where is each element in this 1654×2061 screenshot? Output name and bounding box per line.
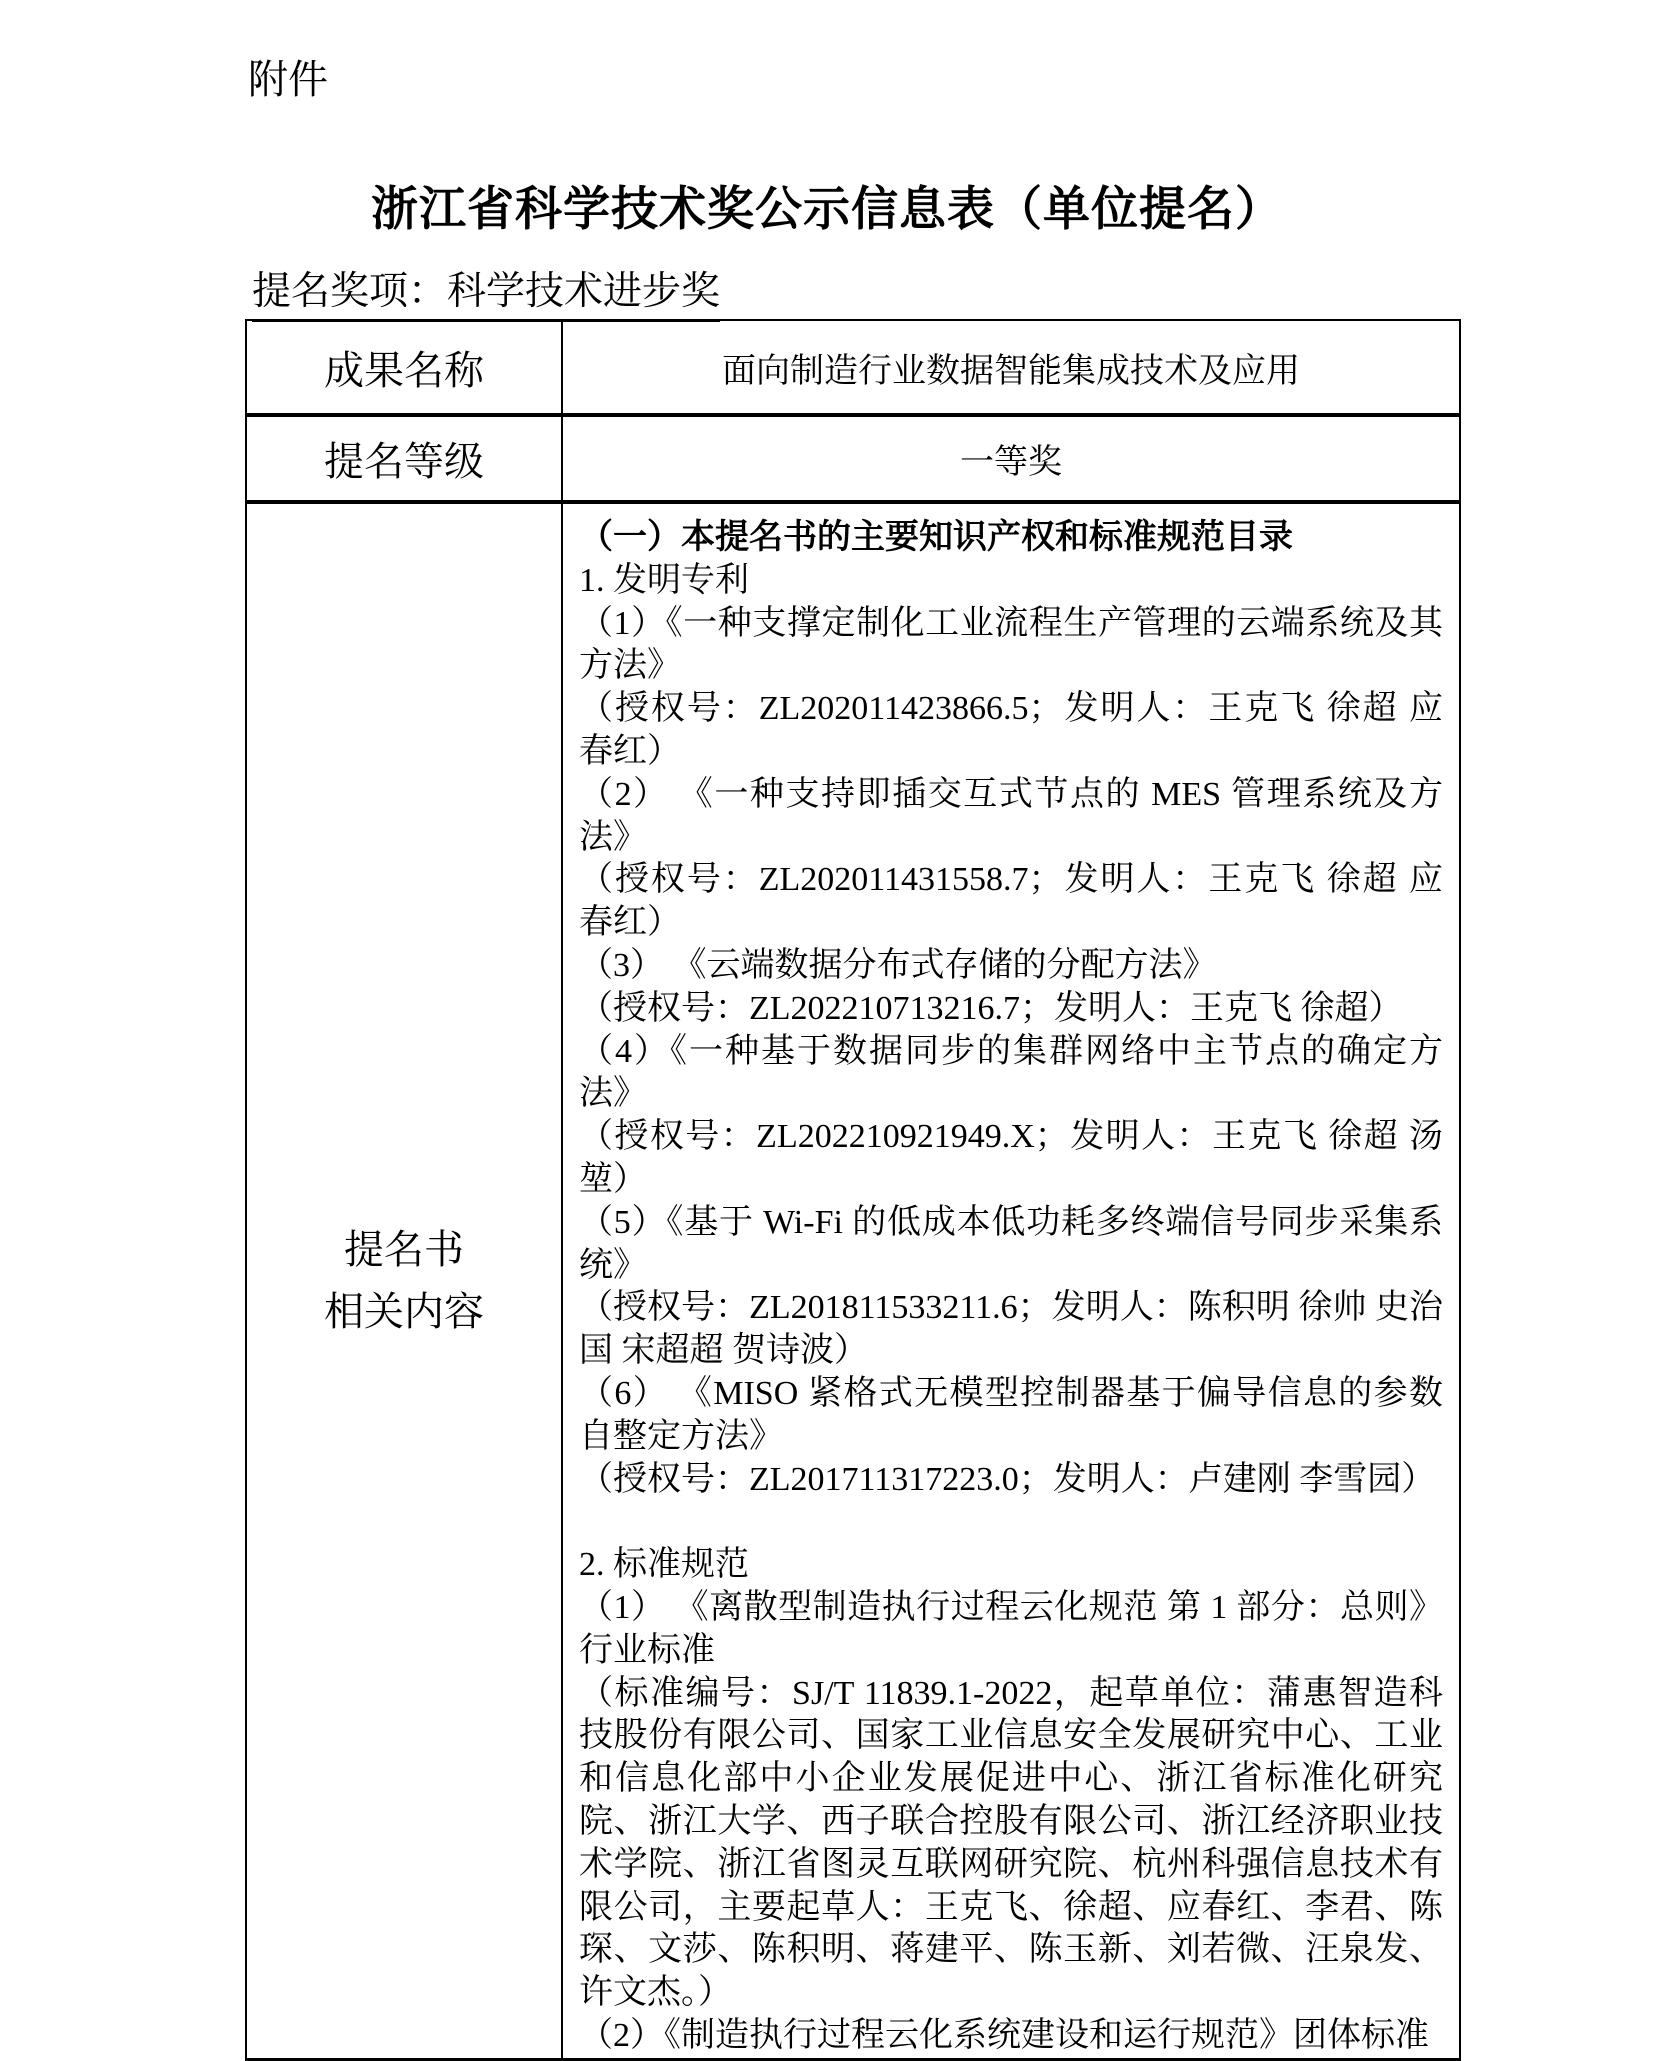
content-paragraph: （1） 《离散型制造执行过程云化规范 第 1 部分：总则》行业标准	[579, 1588, 1443, 1669]
attachment-label: 附件	[248, 57, 328, 102]
document-title: 浙江省科学技术奖公示信息表（单位提名）	[371, 184, 1283, 236]
content-paragraph: （5）《基于 Wi-Fi 的低成本低功耗多终端信号同步采集系统》	[579, 1203, 1443, 1284]
content-paragraph: （授权号：ZL202011423866.5；发明人：王克飞 徐超 应春红）	[579, 690, 1443, 770]
award-info-table	[245, 319, 1461, 2061]
content-paragraph: （授权号：ZL201811533211.6；发明人：陈积明 徐帅 史治国 宋超超 贺诗波）	[579, 1289, 1443, 1370]
content-paragraph: （标准编号：SJ/T 11839.1-2022，起草单位：蒲惠智造科技股份有限公司、国家工业信息安全发展研究中心、工业和信息化部中小企业发展促进中心、浙江省标准化研究院、浙江大学、西子联合控股有限公司、浙江经济职业技术学院、浙江省图灵互联网研究院、杭州科强信息技术有限公司，主要起草人：王克飞、徐超、应春红、李君、陈琛、文莎、陈积明、蒋建平、陈玉新、刘若微、汪泉发、许文杰。）	[579, 1674, 1443, 2012]
nomination-content-label	[246, 502, 562, 2059]
content-paragraph: （1）《一种支撑定制化工业流程生产管理的云端系统及其方法》	[579, 604, 1443, 685]
table-row-result-name	[246, 320, 1460, 415]
content-paragraph: 2. 标准规范	[579, 1546, 749, 1584]
content-paragraph: （3） 《云端数据分布式存储的分配方法》	[579, 946, 1217, 984]
nomination-content-label-line-2: 相关内容	[324, 1289, 484, 1334]
nomination-grade-label: 提名等级	[246, 415, 562, 502]
nomination-grade-value: 一等奖	[562, 415, 1460, 502]
content-paragraph: （6） 《MISO 紧格式无模型控制器基于偏导信息的参数自整定方法》	[579, 1374, 1443, 1455]
content-paragraph: （授权号：ZL202210921949.X；发明人：王克飞 徐超 汤堃）	[579, 1118, 1443, 1198]
content-paragraph: （授权号：ZL202210713216.7；发明人：王克飞 徐超）	[579, 989, 1403, 1027]
award-category-line: 提名奖项：科学技术进步奖	[252, 260, 720, 322]
content-paragraphs	[579, 560, 1443, 2058]
nomination-content-cell	[562, 502, 1460, 2059]
content-paragraph: （2） 《一种支持即插交互式节点的 MES 管理系统及方法》	[579, 775, 1443, 856]
result-name-value: 面向制造行业数据智能集成技术及应用	[562, 320, 1460, 415]
nomination-content-label-line-1: 提名书	[344, 1227, 464, 1272]
content-paragraph	[579, 1501, 1443, 1544]
content-paragraph: （授权号：ZL201711317223.0；发明人：卢建刚 李雪园）	[579, 1460, 1436, 1498]
nomination-content-label-lines	[247, 1219, 561, 1343]
content-section-heading: （一）本提名书的主要知识产权和标准规范目录	[579, 519, 1293, 556]
table-row-nomination-grade	[246, 415, 1460, 502]
content-paragraph: 1. 发明专利	[579, 561, 749, 599]
result-name-label: 成果名称	[246, 320, 562, 415]
content-paragraph: （授权号：ZL202011431558.7；发明人：王克飞 徐超 应春红）	[579, 861, 1443, 942]
content-paragraph: （2）《制造执行过程云化系统建设和运行规范》团体标准	[579, 2016, 1429, 2054]
table-row-nomination-content	[246, 502, 1460, 2059]
content-paragraph: （4）《一种基于数据同步的集群网络中主节点的确定方法》	[579, 1032, 1443, 1113]
